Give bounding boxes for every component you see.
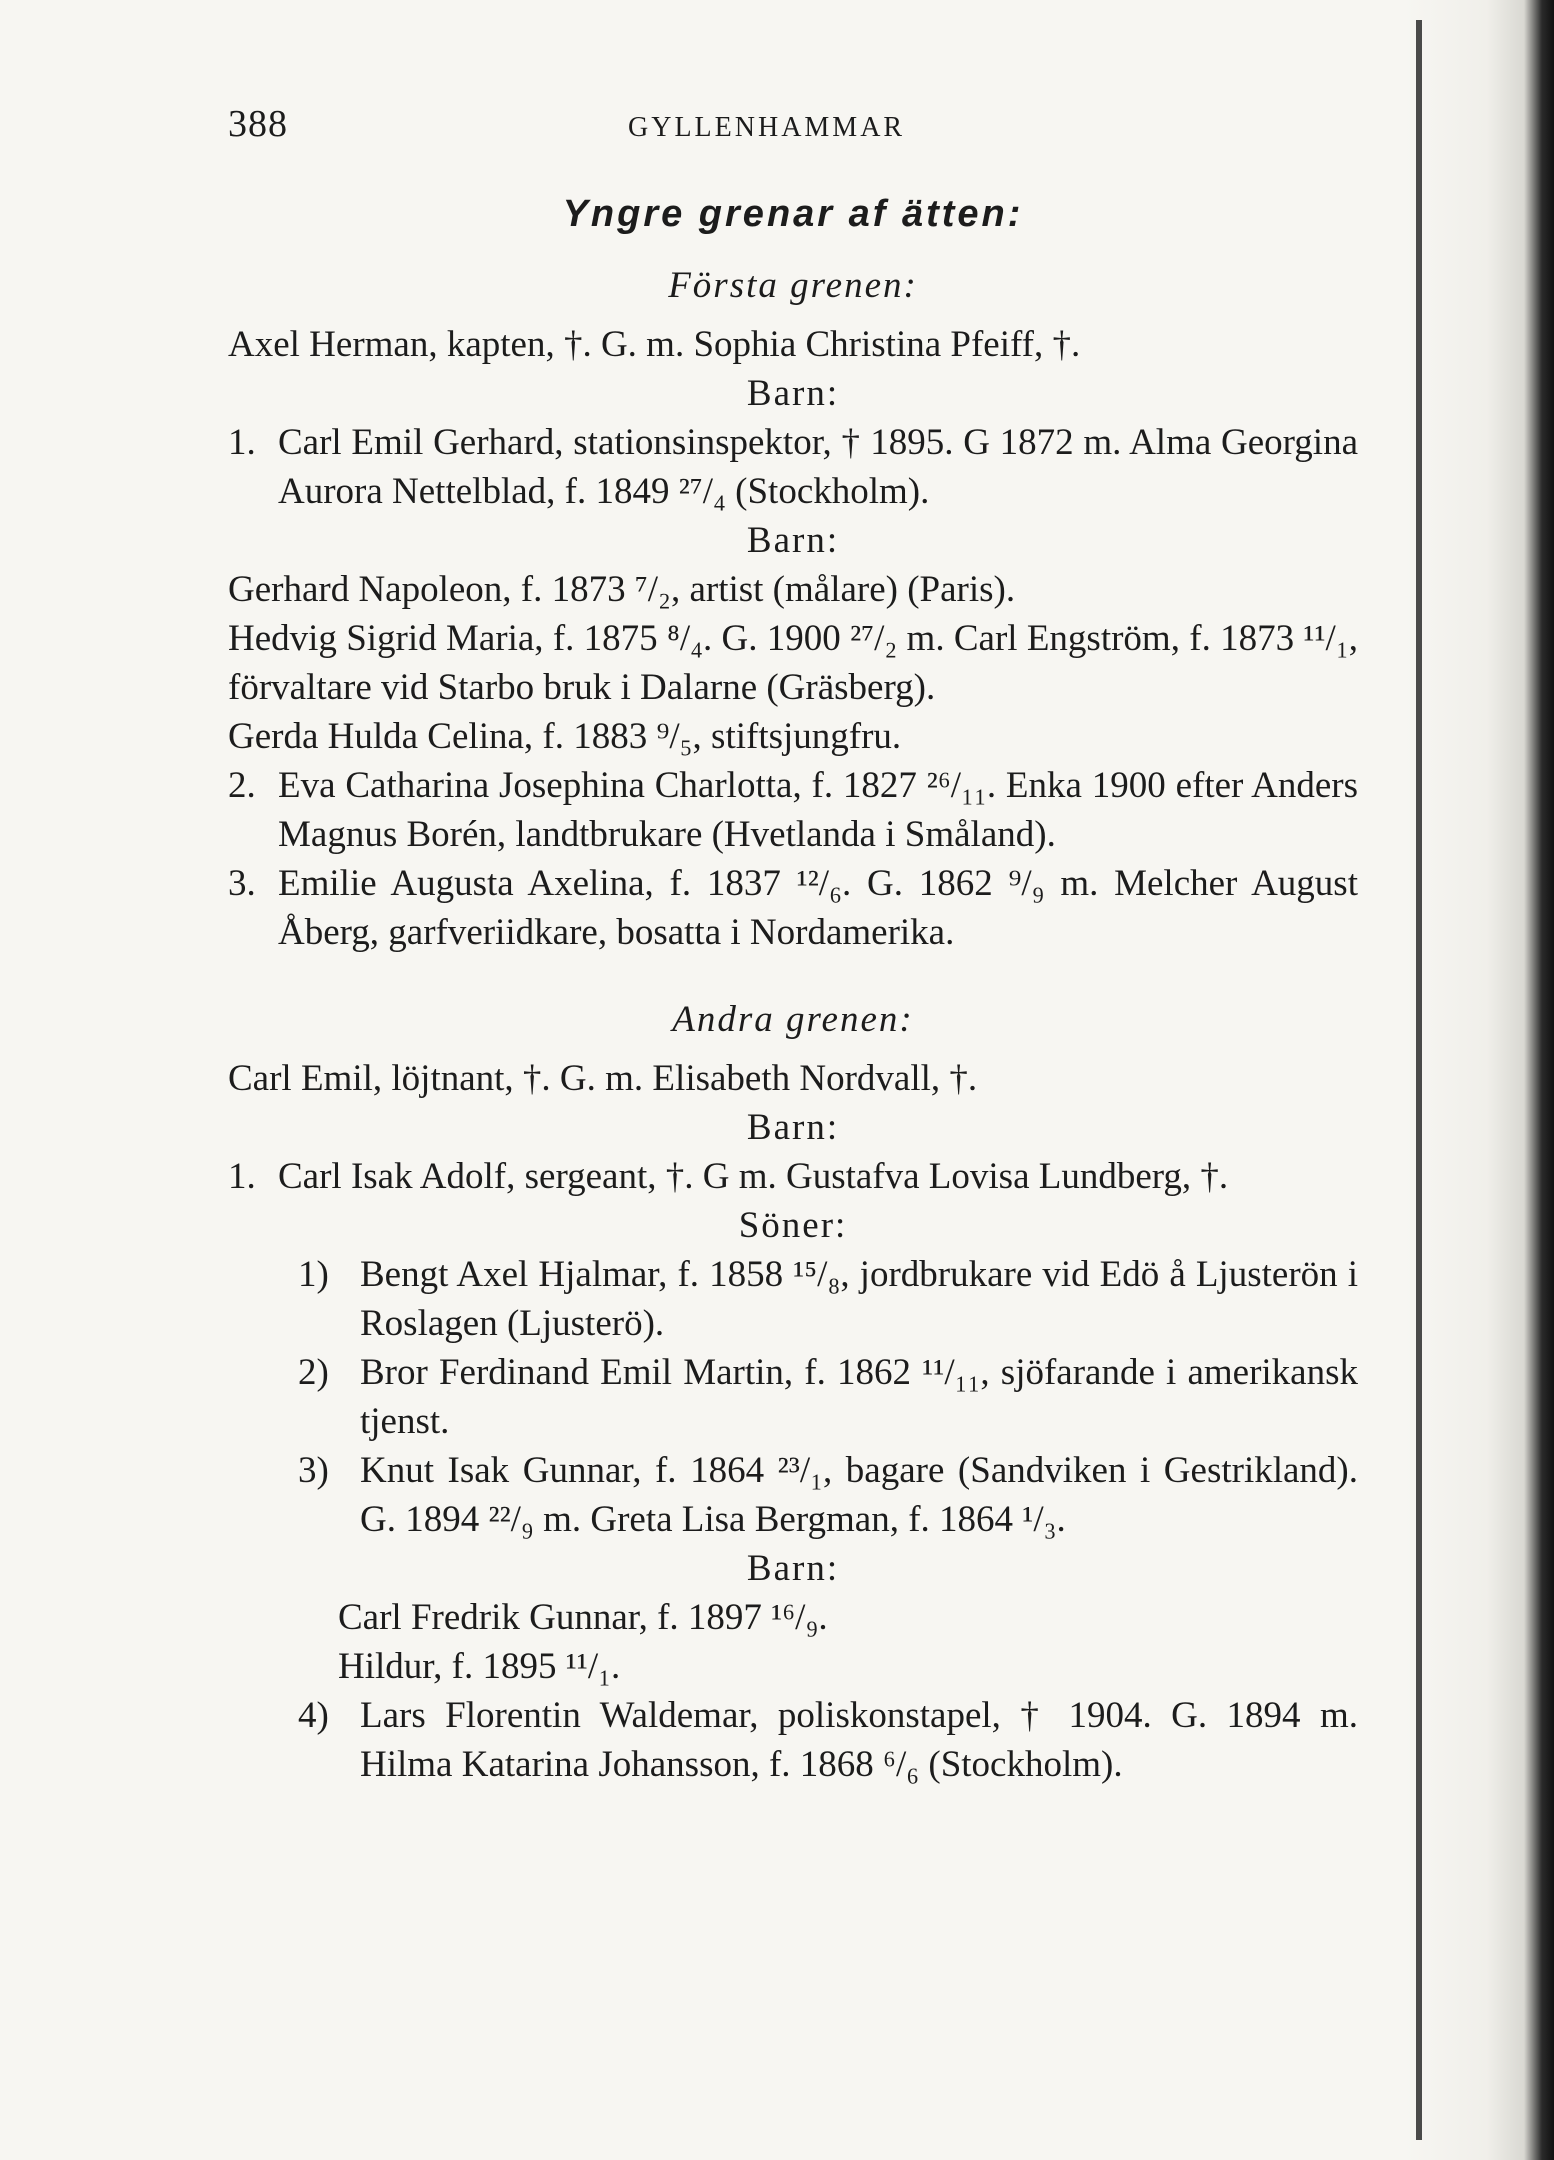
grandchild-3: Gerda Hulda Celina, f. 1883 ⁹/₅, stiftsjungfru. <box>228 716 902 757</box>
branch1-child-3 <box>228 859 1358 957</box>
son3-child-1: Carl Fredrik Gunnar, f. 1897 ¹⁶/₉. <box>338 1597 828 1638</box>
son-text: Knut Isak Gunnar, f. 1864 ²³/₁, bagare (Sandviken i Gestrikland). G. 1894 ²²/₉ m. Greta Lisa Bergman, f. 1864 ¹/₃. <box>360 1450 1358 1540</box>
child-text: Eva Catharina Josephina Charlotta, f. 1827 ²⁶/₁₁. Enka 1900 efter Anders Magnus Borén, landtbrukare (Hvetlanda i Småland). <box>278 765 1358 855</box>
son-number: 2) <box>298 1352 329 1393</box>
son-number: 1) <box>298 1254 329 1295</box>
son-4 <box>298 1691 1358 1789</box>
child-text: Carl Emil Gerhard, stationsinspektor, † 1895. G 1872 m. Alma Georgina Aurora Nettelblad, f. 1849 ²⁷/₄ (Stockholm). <box>278 422 1358 512</box>
son-number: 4) <box>298 1695 329 1736</box>
page-number: 388 <box>228 103 288 145</box>
running-head: GYLLENHAMMAR <box>628 112 906 143</box>
branch1-title: Första grenen: <box>668 265 918 306</box>
child-number: 2. <box>228 765 256 806</box>
son-text: Bror Ferdinand Emil Martin, f. 1862 ¹¹/₁₁, sjöfarande i amerikansk tjenst. <box>360 1352 1358 1442</box>
branch1-head: Axel Herman, kapten, †. G. m. Sophia Christina Pfeiff, †. <box>228 324 1081 365</box>
child1-barn-label: Barn: <box>746 520 840 561</box>
grandchild-1: Gerhard Napoleon, f. 1873 ⁷/₂, artist (målare) (Paris). <box>228 569 1016 610</box>
section-title: Yngre grenar af ätten: <box>562 193 1024 235</box>
book-gutter-line <box>1416 20 1422 2140</box>
branch2-title: Andra grenen: <box>672 999 914 1040</box>
child-number: 3. <box>228 863 256 904</box>
child-text: Carl Isak Adolf, sergeant, †. G m. Gustafva Lovisa Lundberg, †. <box>278 1156 1229 1197</box>
page-content <box>228 100 1358 1789</box>
branch2-head: Carl Emil, löjtnant, †. G. m. Elisabeth Nordvall, †. <box>228 1058 978 1099</box>
son3-child-2: Hildur, f. 1895 ¹¹/₁. <box>338 1646 621 1687</box>
son-3 <box>298 1446 1358 1544</box>
grandchild-2: Hedvig Sigrid Maria, f. 1875 ⁸/₄. G. 1900 ²⁷/₂ m. Carl Engström, f. 1873 ¹¹/₁, förvaltare vid Starbo bruk i Dalarne (Gräsberg). <box>228 618 1358 708</box>
branch1-barn-label: Barn: <box>746 373 840 414</box>
child-number: 1. <box>228 422 256 463</box>
branch2-child-1 <box>228 1152 1358 1201</box>
book-spine-shadow <box>1404 0 1554 2160</box>
son-1 <box>298 1250 1358 1348</box>
child-number: 1. <box>228 1156 256 1197</box>
child-text: Emilie Augusta Axelina, f. 1837 ¹²/₆. G. 1862 ⁹/₉ m. Melcher August Åberg, garfveriidkare, bosatta i Nordamerika. <box>278 863 1358 953</box>
page-header <box>228 100 1358 160</box>
son-text: Bengt Axel Hjalmar, f. 1858 ¹⁵/₈, jordbrukare vid Edö å Ljusterön i Roslagen (Ljusterö). <box>360 1254 1358 1344</box>
branch1-child-1 <box>228 418 1358 516</box>
branch1-child-2 <box>228 761 1358 859</box>
son-text: Lars Florentin Waldemar, poliskonstapel, † 1904. G. 1894 m. Hilma Katarina Johansson, f. 1868 ⁶/₆ (Stockholm). <box>360 1695 1358 1785</box>
branch2-barn-label: Barn: <box>746 1107 840 1148</box>
son-number: 3) <box>298 1450 329 1491</box>
soner-label: Söner: <box>738 1205 848 1246</box>
son-2 <box>298 1348 1358 1446</box>
son3-barn-label: Barn: <box>746 1548 840 1589</box>
